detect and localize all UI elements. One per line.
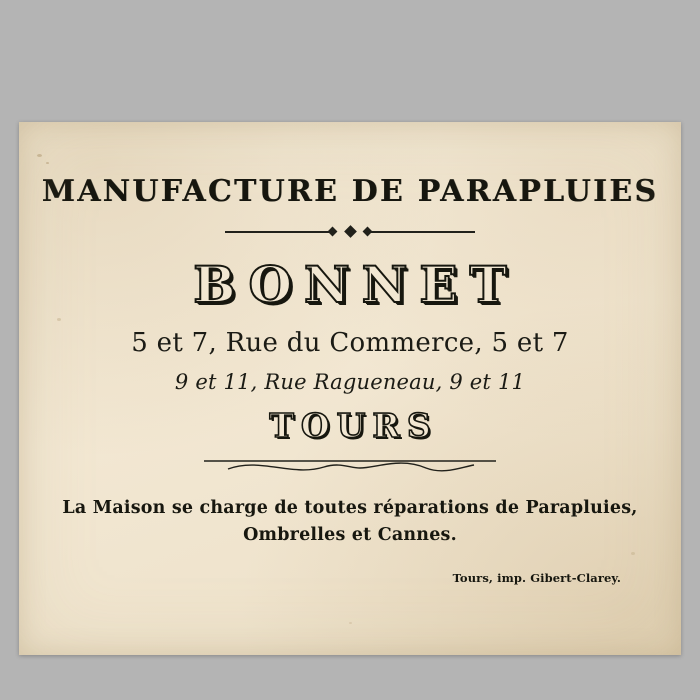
ornamental-divider-top xyxy=(225,225,475,239)
ornamental-divider-wave xyxy=(200,453,500,475)
divider-tip-left xyxy=(328,227,338,237)
divider-diamond xyxy=(344,225,357,238)
printer-credit: Tours, imp. Gibert-Clarey. xyxy=(452,571,621,585)
city-name: TOURS xyxy=(269,406,438,445)
address-line-2: 9 et 11, Rue Ragueneau, 9 et 11 xyxy=(174,370,526,394)
paper-speck xyxy=(631,552,635,555)
service-note-line-1: La Maison se charge de toutes réparations de Parapluies, xyxy=(62,498,638,518)
divider-bar-right xyxy=(367,231,475,233)
trade-card xyxy=(19,122,681,655)
brand-name: BONNET xyxy=(193,255,519,314)
paper-speck xyxy=(349,622,352,624)
card-content xyxy=(19,122,681,549)
divider-bar-left xyxy=(225,231,333,233)
address-line-1: 5 et 7, Rue du Commerce, 5 et 7 xyxy=(131,328,569,358)
service-note xyxy=(19,495,681,549)
service-note-line-2: Ombrelles et Cannes. xyxy=(243,525,457,546)
headline-manufacture: MANUFACTURE DE PARAPLUIES xyxy=(41,174,659,209)
